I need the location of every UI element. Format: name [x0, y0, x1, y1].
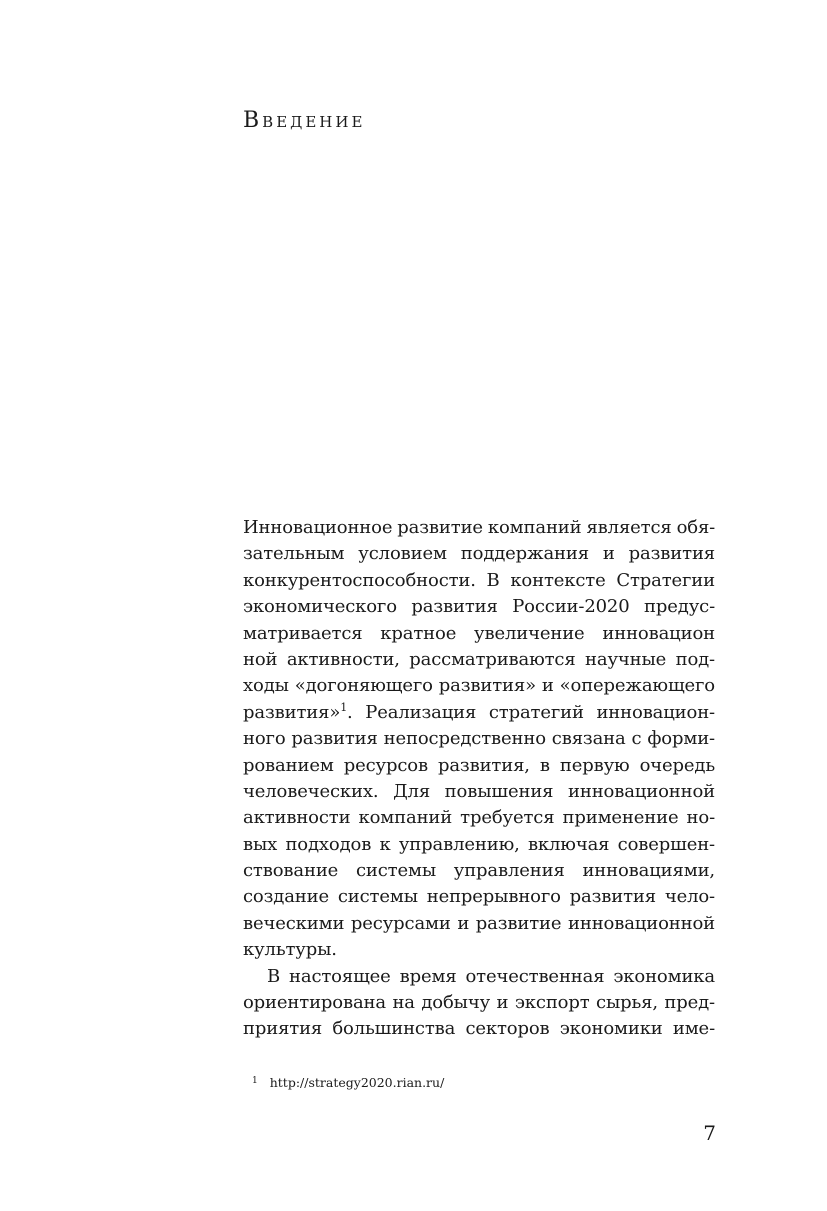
- chapter-heading: Введение: [243, 108, 366, 133]
- text-line: ствование системы управления инновациями,: [243, 860, 715, 882]
- text-line: веческими ресурсами и развитие инновационной: [243, 912, 715, 934]
- footnote-number: 1: [252, 1076, 258, 1086]
- text-fragment: . Реализация стратегий инновацион-: [347, 701, 715, 723]
- page-number: 7: [703, 1121, 716, 1145]
- text-line: активности компаний требуется применение но-: [243, 807, 715, 829]
- text-line: рованием ресурсов развития, в первую очередь: [243, 754, 715, 776]
- text-fragment: развития»: [243, 701, 341, 723]
- text-line: создание системы непрерывного развития чело-: [243, 886, 715, 908]
- footnote-link[interactable]: http://strategy2020.rian.ru/: [269, 1075, 445, 1090]
- text-line: человеческих. Для повышения инновационной: [243, 780, 715, 802]
- footnote: [252, 1072, 444, 1092]
- text-line: приятия большинства секторов экономики име-: [243, 1018, 715, 1040]
- body-text: [243, 515, 715, 1043]
- text-line: ной активности, рассматриваются научные под-: [243, 648, 715, 670]
- text-line: конкурентоспособности. В контексте Стратегии: [243, 569, 715, 591]
- text-line: культуры.: [243, 939, 337, 961]
- text-line: ного развития непосредственно связана с форми-: [243, 728, 715, 750]
- text-line: вых подходов к управлению, включая совершен-: [243, 833, 715, 855]
- text-line: В настоящее время отечественная экономика: [267, 965, 715, 987]
- text-line: ориентирована на добычу и экспорт сырья, пред-: [243, 992, 715, 1014]
- footnote-reference[interactable]: 1: [340, 700, 348, 714]
- text-line: экономического развития России-2020 предус-: [243, 596, 715, 618]
- text-line-with-footnote-ref: [243, 700, 715, 726]
- text-line: ходы «догоняющего развития» и «опережающего: [243, 675, 715, 697]
- text-line: матривается кратное увеличение инновацион: [243, 622, 715, 644]
- text-line: зательным условием поддержания и развития: [243, 543, 715, 565]
- text-line: Инновационное развитие компаний является обя-: [243, 517, 716, 538]
